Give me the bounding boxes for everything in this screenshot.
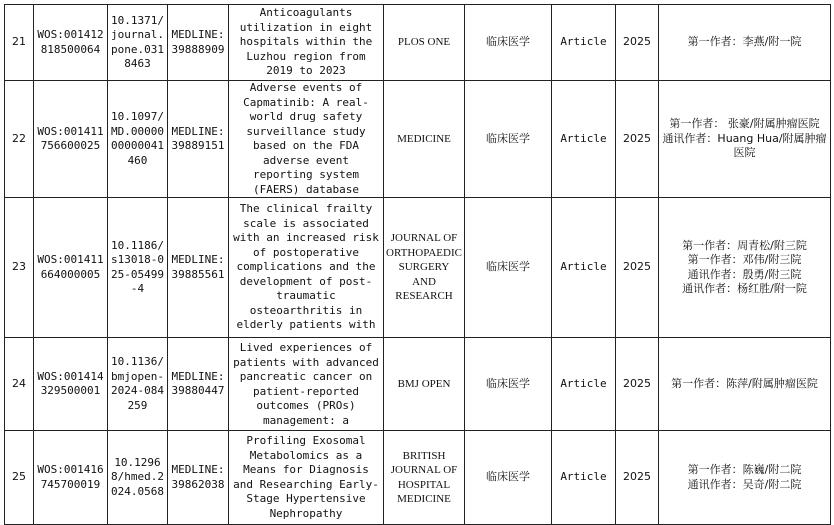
author-entry: 第一作者：陈萍/附属肿瘤医院 (671, 376, 818, 390)
publication-year: 2025 (616, 5, 659, 81)
table-row (5, 431, 831, 525)
medline-id: MEDLINE:39862038 (168, 431, 229, 525)
table-row (5, 198, 831, 338)
article-title (229, 81, 384, 198)
medline-id: MEDLINE:39885561 (168, 198, 229, 338)
wos-id: WOS:001411664000005 (34, 198, 108, 338)
wos-id: WOS:001411756600025 (34, 81, 108, 198)
document-type: Article (552, 198, 616, 338)
medline-id: MEDLINE:39889151 (168, 81, 229, 198)
row-index: 23 (5, 198, 34, 338)
row-index: 25 (5, 431, 34, 525)
doi: 10.1186/s13018-025-05499-4 (108, 198, 168, 338)
author-entry: 第一作者：李燕/附一院 (687, 35, 802, 49)
journal-name: BRITISH JOURNAL OF HOSPITAL MEDICINE (384, 431, 465, 525)
article-title-text: Anticoagulants utilization in eight hospitals within the Luzhou region from 2019 to 2023 (239, 6, 373, 78)
subject-field: 临床医学 (465, 81, 552, 198)
table-body (5, 5, 831, 525)
article-title (229, 5, 384, 81)
doi: 10.1371/journal.pone.0318463 (108, 5, 168, 81)
row-index: 24 (5, 338, 34, 431)
article-title-text: The clinical frailty scale is associated with an increased risk of postoperative complications and the development of post-traumatic osteoarthritis in elderly patients with (233, 202, 379, 331)
author-entry: 通讯作者：吴奇/附二院 (687, 477, 802, 491)
document-type: Article (552, 5, 616, 81)
wos-id: WOS:001416745700019 (34, 431, 108, 525)
author-entry: 第一作者： 张豪/附属肿瘤医院 (669, 117, 820, 131)
authors (659, 81, 831, 198)
article-title-text: Lived experiences of patients with advanced pancreatic cancer on patient-reported outcomes (PROs) management: a (233, 341, 379, 427)
article-title-text: Profiling Exosomal Metabolomics as a Means for Diagnosis and Researching Early-Stage Hypertensive Nephropathy (233, 434, 379, 520)
document-type: Article (552, 338, 616, 431)
table-row (5, 81, 831, 198)
authors (659, 338, 831, 431)
subject-field: 临床医学 (465, 5, 552, 81)
doi: 10.1097/MD.0000000000041460 (108, 81, 168, 198)
author-entry: 通讯作者：殷勇/附三院 (687, 267, 802, 281)
row-index: 22 (5, 81, 34, 198)
document-type: Article (552, 81, 616, 198)
subject-field: 临床医学 (465, 198, 552, 338)
subject-field: 临床医学 (465, 338, 552, 431)
wos-id: WOS:001412818500064 (34, 5, 108, 81)
publication-table (4, 4, 831, 525)
article-title (229, 431, 384, 525)
article-title (229, 198, 384, 338)
medline-id: MEDLINE:39888909 (168, 5, 229, 81)
author-entry: 第一作者：邓伟/附三院 (687, 253, 802, 266)
author-entry: 通讯作者：杨红胜/附一院 (682, 282, 807, 295)
publication-year: 2025 (616, 338, 659, 431)
journal-name: BMJ OPEN (384, 338, 465, 431)
publication-year: 2025 (616, 81, 659, 198)
author-entry: 通讯作者：Huang Hua/附属肿瘤医院 (662, 131, 827, 160)
authors (659, 198, 831, 338)
article-title-text: Adverse events of Capmatinib: A real-world drug safety surveillance study based on the FDA adverse event reporting system (FAERS) database (243, 81, 369, 196)
publication-year: 2025 (616, 431, 659, 525)
document-type: Article (552, 431, 616, 525)
medline-id: MEDLINE:39880447 (168, 338, 229, 431)
doi: 10.1136/bmjopen-2024-084259 (108, 338, 168, 431)
article-title (229, 338, 384, 431)
row-index: 21 (5, 5, 34, 81)
authors (659, 431, 831, 525)
authors (659, 5, 831, 81)
wos-id: WOS:001414329500001 (34, 338, 108, 431)
journal-name: MEDICINE (384, 81, 465, 198)
journal-name: PLOS ONE (384, 5, 465, 81)
journal-name: JOURNAL OF ORTHOPAEDIC SURGERY AND RESEARCH (384, 198, 465, 338)
author-entry: 第一作者：周青松/附三院 (682, 238, 807, 252)
publication-year: 2025 (616, 198, 659, 338)
author-entry: 第一作者：陈巍/附二院 (687, 463, 802, 476)
table-row (5, 5, 831, 81)
table-row (5, 338, 831, 431)
doi: 10.12968/hmed.2024.0568 (108, 431, 168, 525)
subject-field: 临床医学 (465, 431, 552, 525)
